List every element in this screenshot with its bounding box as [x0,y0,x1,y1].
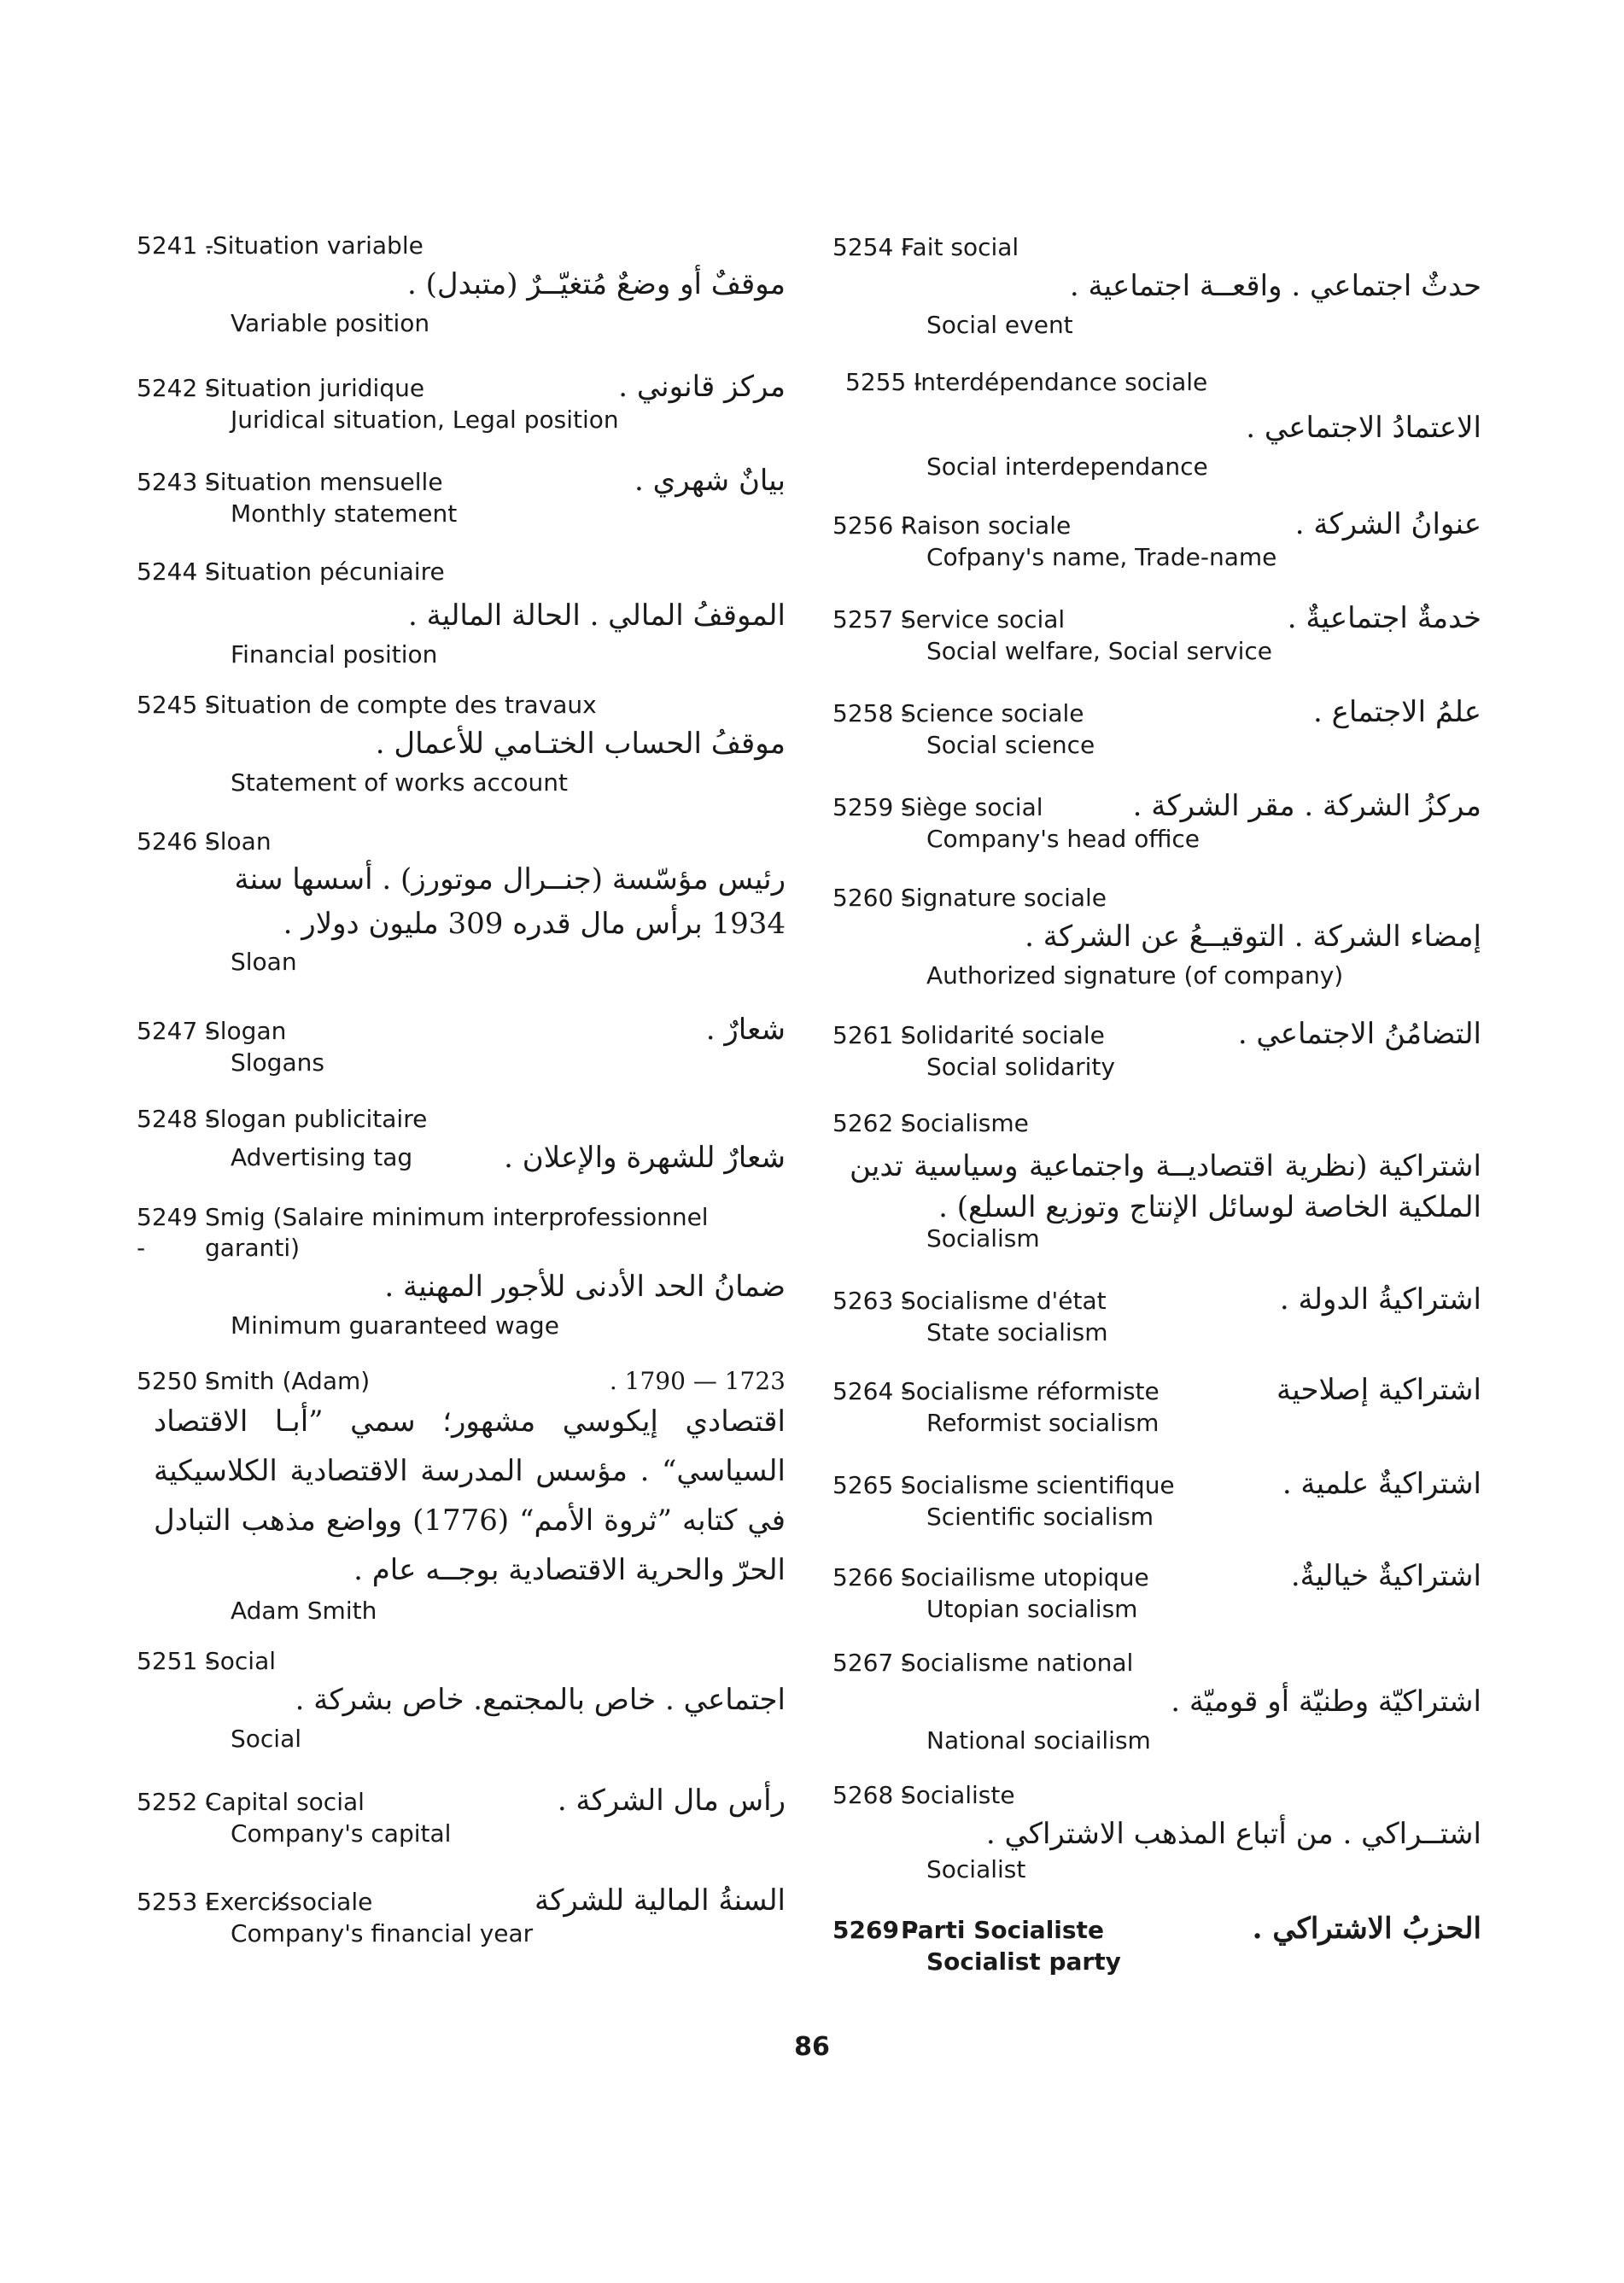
entry-head [137,1784,786,1818]
arabic-translation: اشتراكيةُ الدولة . [1279,1282,1481,1317]
entry-number: 5246 - [137,827,214,855]
entry-5249 [137,1202,786,1342]
entry-number: 5261 - [832,1021,910,1049]
entry-5264 [832,1373,1481,1439]
arabic-translation: اجتماعي . خاص بالمجتمع. خاص بشركة . [295,1683,786,1717]
arabic-translation: عنوانُ الشركة . [1294,507,1481,541]
english-translation: Statement of works account [231,768,568,797]
french-term: Signature sociale [901,884,1107,912]
arabic-translation: الاعتمادُ الاجتماعي . [1246,411,1481,445]
english-translation: Reformist socialism [926,1409,1160,1437]
arabic-translation: الحزبُ الاشتراكي . [1252,1912,1481,1946]
english-translation: Social [231,1725,302,1753]
arabic-translation: حدثٌ اجتماعي . واقعــة اجتماعية . [1069,269,1481,303]
arabic-translation: اشتراكيّة وطنيّة أو قوميّة . [1171,1685,1481,1719]
french-term: Situation de compte des travaux [205,691,597,719]
entry-number: 5260 - [832,884,910,912]
entry-5247 [137,1013,786,1079]
french-term: Socialisme d'état [901,1287,1107,1315]
entry-head [137,464,786,498]
english-translation: Monthly statement [231,499,458,528]
english-translation: Socialist party [926,1947,1121,1976]
english-translation: Utopian socialism [926,1595,1138,1623]
entry-5241 [137,231,786,340]
arabic-translation: إمضاء الشركة . التوقيــعُ عن الشركة . [1025,920,1481,954]
arabic-translation: شعارٌ . [705,1013,786,1047]
entry-head [832,1780,1481,1811]
entry-head [832,1282,1481,1317]
english-translation: Social interdependance [926,453,1208,481]
entry-head [832,1017,1481,1051]
entry-head [137,690,786,721]
entry-number: 5262 - [832,1109,910,1137]
french-term: Science sociale [901,699,1084,727]
entry-5252 [137,1784,786,1850]
arabic-translation: اشتــراكي . من أتباع المذهب الاشتراكي . [985,1817,1481,1851]
entry-number: 5257 - [832,605,910,634]
arabic-translation: خدمةٌ اجتماعيةٌ . [1287,601,1481,635]
french-term: Socialisme scientifique [901,1471,1175,1499]
entry-head [137,370,786,404]
english-translation: National sociailism [926,1726,1151,1755]
entry-5243 [137,464,786,530]
entry-head [832,1467,1481,1501]
entry-head [137,231,786,261]
entry-head [832,367,1481,398]
english-translation: Socialist [926,1855,1026,1883]
english-translation: Social science [926,731,1095,759]
french-term: Fait social [901,233,1019,261]
entry-head [832,789,1481,823]
entry-head [137,1646,786,1677]
entry-head [832,1559,1481,1593]
entry-number: 5245 - [137,691,214,719]
entry-number: 5268 - [832,1781,910,1809]
english-translation: Authorized signature (of company) [926,961,1344,990]
arabic-translation: رأس مال الشركة . [557,1784,786,1818]
arabic-translation: اشتراكيةٌ خياليةٌ. [1290,1559,1481,1593]
entry-5268 [832,1780,1481,1883]
arabic-translation: التضامُنُ الاجتماعي . [1237,1017,1481,1051]
french-term: Sloan [205,827,272,855]
entry-5266 [832,1559,1481,1626]
entry-head [137,826,786,857]
life-dates: . 1790 — 1723 [609,1367,786,1395]
arabic-translation: اشتراكية إصلاحية [1276,1373,1481,1407]
entry-head [832,695,1481,729]
entry-head [137,1883,786,1918]
entry-5265 [832,1467,1481,1533]
english-translation: State socialism [926,1318,1108,1346]
french-term: Capital social [205,1788,365,1816]
entry-number: 5243 - [137,468,214,496]
entry-5259 [832,789,1481,855]
arabic-translation: موقفٌ أو وضعٌ مُتغيّــرٌ (متبدل) . [407,267,786,301]
entry-5267 [832,1648,1481,1757]
english-translation: Juridical situation, Legal position [231,406,619,434]
french-term: Raison sociale [901,511,1072,540]
french-term: Parti Socialiste [901,1916,1104,1944]
entry-5257 [832,601,1481,668]
entry-head [137,1013,786,1047]
french-term: Socialisme [901,1109,1029,1137]
english-translation: Social event [926,311,1073,339]
entry-5256 [832,507,1481,574]
entry-head [832,601,1481,635]
entry-number: 5250 - [137,1367,214,1395]
english-translation: Company's head office [926,825,1200,853]
entry-line [137,1135,786,1177]
entry-5254 [832,232,1481,342]
entry-5251 [137,1646,786,1755]
entry-number: 5259 - [832,793,910,821]
entry-number: 5258 - [832,699,910,727]
french-term: Smig (Salaire minimum interprofessionnel garanti) [205,1203,709,1262]
entry-number: 5241 - [137,231,214,260]
entry-number: 5251 - [137,1647,214,1675]
entry-5260 [832,883,1481,992]
entry-head [832,1373,1481,1407]
entry-5246 [137,826,786,978]
french-term: Sociailisme utopique [901,1563,1149,1591]
entry-number: 5254 - [832,233,910,261]
english-translation: Scientific socialism [926,1503,1154,1531]
entry-head [137,1202,786,1264]
french-term: Interdépendance sociale [914,368,1208,396]
arabic-translation: ضمانُ الحد الأدنى للأجور المهنية . [384,1270,786,1304]
arabic-translation: مركزُ الشركة . مقر الشركة . [1132,789,1481,823]
arabic-translation: علمُ الاجتماع . [1312,695,1481,729]
entry-5255 [832,367,1481,483]
french-term: Socialisme national [901,1649,1134,1677]
entry-head [832,883,1481,914]
english-translation: Sloan [231,948,297,976]
french-term: Situation pécuniaire [205,558,445,586]
english-translation: Adam Smith [231,1597,377,1625]
arabic-translation: اشتراكيةٌ علمية . [1282,1467,1481,1501]
arabic-translation: السنةُ المالية للشركة [534,1883,786,1918]
arabic-translation: رئيس مؤسّسة (جنــرال موتورز) . أسسها سنة 1934 برأس مال قدره 309 مليون دولار . [234,862,786,941]
french-term: Social [205,1647,277,1675]
french-term: Exercis̸sociale [205,1888,373,1916]
english-translation: Socialism [926,1224,1040,1252]
entry-number: 5269 - [832,1916,918,1944]
english-translation: Company's capital [231,1819,452,1848]
entry-5248 [137,1104,786,1177]
arabic-translation: مركز قانوني . [618,370,786,404]
french-term: .Situation variable [205,231,424,260]
entry-5261 [832,1017,1481,1083]
french-term: Smith (Adam) [205,1367,371,1395]
french-term: Socialiste [901,1781,1015,1809]
entry-number: 5263 - [832,1287,910,1315]
entry-head [832,1108,1481,1139]
entry-number: 5255 - [845,368,923,396]
entry-head [137,1104,786,1135]
entry-number: 5249 - [137,1203,198,1262]
entry-number: 5256 - [832,511,910,540]
french-term: Situation mensuelle [205,468,443,496]
entry-head [832,1912,1481,1946]
english-translation: Social welfare, Social service [926,637,1272,665]
entry-5244 [137,557,786,671]
arabic-translation: اشتراكية (نظرية اقتصاديــة واجتماعية وسياسية تدين الملكية الخاصة لوسائل الإنتاج وتوزيع السلع) . [850,1149,1481,1224]
arabic-translation: شعارٌ للشهرة والإعلان . [504,1141,786,1175]
entry-head [832,232,1481,263]
entry-5250 [137,1366,786,1627]
entry-number: 5266 - [832,1563,910,1591]
english-translation: Advertising tag [231,1143,413,1171]
entry-number: 5267 - [832,1649,910,1677]
english-translation: Financial position [231,640,438,669]
arabic-translation: بيانٌ شهري . [634,464,786,498]
entry-5258 [832,695,1481,762]
entry-head [137,557,786,587]
entry-number: 5248 - [137,1105,214,1133]
english-translation: Social solidarity [926,1053,1115,1081]
english-translation: Cofpany's name, Trade-name [926,543,1277,571]
french-term: Solidarité sociale [901,1021,1105,1049]
entry-5245 [137,690,786,799]
entry-number: 5264 - [832,1377,910,1405]
english-translation: Minimum guaranteed wage [231,1311,559,1340]
entry-head [832,1648,1481,1679]
french-term: Slogan publicitaire [205,1105,428,1133]
arabic-translation: اقتصادي إيكوسي مشهور؛ سمي ”أبـا الاقتصاد السياسي“ . مؤسس المدرسة الاقتصادية الكلاسيكية في كتابه ”ثروة الأمم“ (1776) وواضع مذهب التبادل الحرّ والحرية الاقتصادية بوجــه عام . [154,1404,786,1587]
arabic-translation: الموقفُ المالي . الحالة المالية . [407,598,786,633]
entry-number: 5252 - [137,1788,214,1816]
entry-5253 [137,1883,786,1950]
entry-5242 [137,370,786,436]
entry-number: 5242 - [137,374,214,402]
entry-5262 [832,1108,1481,1250]
english-translation: Slogans [231,1048,324,1077]
entry-number: 5244 - [137,558,214,586]
french-term: Siège social [901,793,1043,821]
arabic-translation: موقفُ الحساب الختـامي للأعمال . [375,727,786,761]
entry-number: 5265 - [832,1471,910,1499]
english-translation: Company's financial year [231,1919,534,1947]
french-term: Situation juridique [205,374,425,402]
french-term: Slogan [205,1017,287,1045]
entry-number: 5247 - [137,1017,214,1045]
page-number: 86 [794,2032,830,2062]
entry-number: 5253 - [137,1888,214,1916]
french-term: Service social [901,605,1066,634]
entry-head [137,1366,786,1397]
entry-5263 [832,1282,1481,1349]
entry-5269 [832,1912,1481,1978]
english-translation: Variable position [231,309,430,337]
french-term: Socialisme réformiste [901,1377,1160,1405]
entry-head [832,507,1481,541]
